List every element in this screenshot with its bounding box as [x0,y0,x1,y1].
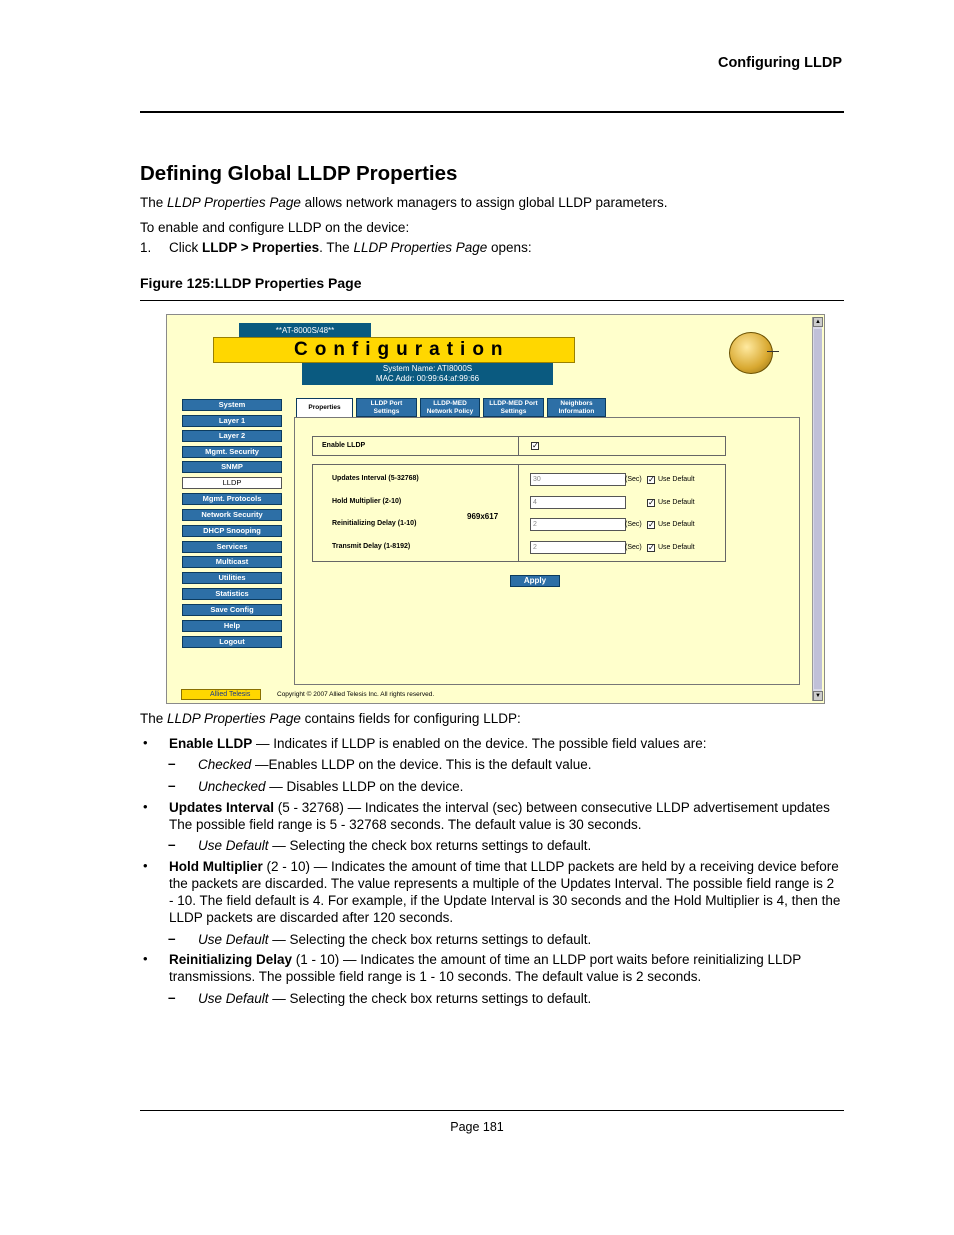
field-label: Updates Interval (5-32768) [332,475,419,482]
sub-item-term: Use Default [198,932,269,947]
sub-item-text [198,990,591,1007]
field-label: Hold Multiplier (2-10) [332,498,402,505]
running-header: Configuring LLDP [717,55,842,71]
use-default-label: Use Default [658,476,695,483]
check-icon: ✓ [648,498,655,507]
bullet-description: — Indicates if LLDP is enabled on the device. The possible field values are: [252,736,707,751]
tab-label-line2: Network Policy [426,408,474,415]
tab-label-line1: Properties [308,404,341,411]
sidebar-item-multicast[interactable]: Multicast [182,556,282,568]
sub-item-term: Unchecked [198,779,266,794]
sidebar-item-system[interactable]: System [182,399,282,411]
check-icon: ✓ [648,520,655,529]
scroll-thumb[interactable] [814,329,822,689]
field-label: Transmit Delay (1-8192) [332,543,411,550]
tab-neighbors[interactable] [547,398,606,417]
dash-icon: – [168,778,176,793]
use-default-label: Use Default [658,499,695,506]
tab-lldp-med[interactable] [420,398,480,417]
tab-label-line2: Settings [500,408,527,415]
field-unit: (Sec) [625,521,642,528]
use-default-checkbox[interactable] [647,476,655,484]
field-input[interactable]: 2 [530,541,626,554]
check-icon: ✓ [648,475,655,484]
bullet-term: Enable LLDP [169,736,253,751]
scroll-down-icon[interactable]: ▼ [813,691,823,701]
bullet-description: (5 - 32768) — Indicates the interval (sec) between consecutive LLDP advertisement updates The possible field range is 5 - 32768 seconds. The default value is 30 seconds. [169,800,830,832]
bullet-description: (1 - 10) — Indicates the amount of time an LLDP port waits before reinitializing LLDP transmissions. The possible field range is 1 - 10 seconds. The default value is 2 seconds. [169,952,802,984]
enable-lldp-label: Enable LLDP [322,442,366,449]
configuration-banner: Configuration [213,337,575,363]
scroll-up-icon[interactable]: ▲ [813,317,823,327]
sub-item-description: — Disables LLDP on the device. [265,779,464,794]
sub-item-description: —Enables LLDP on the device. This is the default value. [251,757,592,772]
tab-label-line1: LLDP-MED Port [489,400,538,407]
sidebar-item-services[interactable]: Services [182,541,282,553]
sidebar-item-statistics[interactable]: Statistics [182,588,282,600]
sidebar-item-logout[interactable]: Logout [182,636,282,648]
bullet-icon: • [143,735,148,750]
sidebar-item-help[interactable]: Help [182,620,282,632]
field-unit: (Sec) [625,544,642,551]
sidebar-item-mgmt-security[interactable]: Mgmt. Security [182,446,282,458]
field-input[interactable]: 30 [530,473,626,486]
sub-item-text [198,756,592,773]
dash-icon: – [168,990,176,1005]
use-default-checkbox[interactable] [647,499,655,507]
bullet-term: Reinitializing Delay [169,952,293,967]
allied-telesis-logo: Allied Telesis [181,689,261,700]
use-default-checkbox[interactable] [647,521,655,529]
dash-icon: – [168,756,176,771]
header-rule [140,111,844,113]
bullet-term: Updates Interval [169,800,275,815]
figure-rule [140,300,844,301]
sidebar-item-layer-2[interactable]: Layer 2 [182,430,282,442]
sub-item-text [198,931,591,948]
lldp-properties-screenshot [166,314,825,704]
tab-label-line1: LLDP-MED [433,400,467,407]
bullet-icon: • [143,799,148,814]
bullet-icon: • [143,858,148,873]
contains-paragraph: The LLDP Properties Page contains fields for configuring LLDP: [140,711,521,726]
enable-lldp-checkbox[interactable]: ✓ [532,441,539,450]
sub-item-description: — Selecting the check box returns settings to default. [268,838,592,853]
footer-rule [140,1110,844,1111]
model-label: **AT-8000S/48** [239,323,371,338]
tab-lldp-port[interactable] [356,398,417,417]
sub-item-term: Checked [198,757,252,772]
page-number: Page 181 [450,1120,504,1134]
tab-label-line1: Neighbors [560,400,593,407]
globe-icon [729,332,773,374]
use-default-checkbox[interactable] [647,544,655,552]
field-input[interactable]: 4 [530,496,626,509]
tab-lldp-med-port[interactable] [483,398,544,417]
vertical-scrollbar[interactable] [812,317,822,701]
enable-instruction: To enable and configure LLDP on the device: [140,220,410,235]
sub-item-term: Use Default [198,991,269,1006]
sub-item-description: — Selecting the check box returns settings to default. [268,991,592,1006]
sidebar-item-save-config[interactable]: Save Config [182,604,282,616]
lldp-fields-box [312,464,726,562]
sidebar-item-dhcp-snooping[interactable]: DHCP Snooping [182,525,282,537]
sub-item-text [198,837,591,854]
sidebar-item-utilities[interactable]: Utilities [182,572,282,584]
field-input[interactable]: 2 [530,518,626,531]
sidebar-item-mgmt-protocols[interactable]: Mgmt. Protocols [182,493,282,505]
section-heading: Defining Global LLDP Properties [140,162,458,185]
field-label: Reinitializing Delay (1-10) [332,520,417,527]
step-1: 1. Click LLDP > Properties. The LLDP Properties Page opens: [140,240,532,255]
tab-label-line2: Information [558,408,595,415]
sidebar-item-snmp[interactable]: SNMP [182,461,282,473]
size-label: 969x617 [467,512,499,521]
sidebar-item-layer-1[interactable]: Layer 1 [182,415,282,427]
field-unit: (Sec) [625,476,642,483]
banner-divider [767,351,779,352]
apply-button[interactable]: Apply [510,575,560,587]
tab-label-line2: Settings [373,408,400,415]
dash-icon: – [168,837,176,852]
system-info: System Name: ATI8000S MAC Addr: 00:99:64:af:99:66 [302,363,553,385]
copyright: Copyright © 2007 Allied Telesis Inc. All rights reserved. [277,691,435,698]
bullet-text [169,858,841,926]
sidebar-item-network-security[interactable]: Network Security [182,509,282,521]
tab-properties[interactable] [296,398,353,418]
use-default-label: Use Default [658,544,695,551]
sub-item-description: — Selecting the check box returns settings to default. [268,932,592,947]
bullet-term: Hold Multiplier [169,859,263,874]
use-default-label: Use Default [658,521,695,528]
bullet-text [169,799,841,833]
intro-paragraph: The LLDP Properties Page allows network managers to assign global LLDP parameters. [140,195,668,210]
tab-label-line1: LLDP Port [370,400,403,407]
bullet-icon: • [143,951,148,966]
sidebar-item-lldp[interactable]: LLDP [182,477,282,489]
sub-item-term: Use Default [198,838,269,853]
sub-item-text [198,778,463,795]
bullet-text [169,735,841,752]
enable-lldp-row [312,436,726,456]
dash-icon: – [168,931,176,946]
check-icon: ✓ [648,543,655,552]
bullet-text [169,951,841,985]
bullet-description: (2 - 10) — Indicates the amount of time that LLDP packets are held by a receiving device before the packets are discarded. The value represents a multiple of the Updates Interval. The possible field range is 2 - 10. The field default is 4. For example, if the Update Interval is 30 seconds and the Hold Multiplier is 4, then the LLDP packets are discarded after 120 seconds. [169,859,841,925]
figure-title: Figure 125:LLDP Properties Page [140,275,362,291]
